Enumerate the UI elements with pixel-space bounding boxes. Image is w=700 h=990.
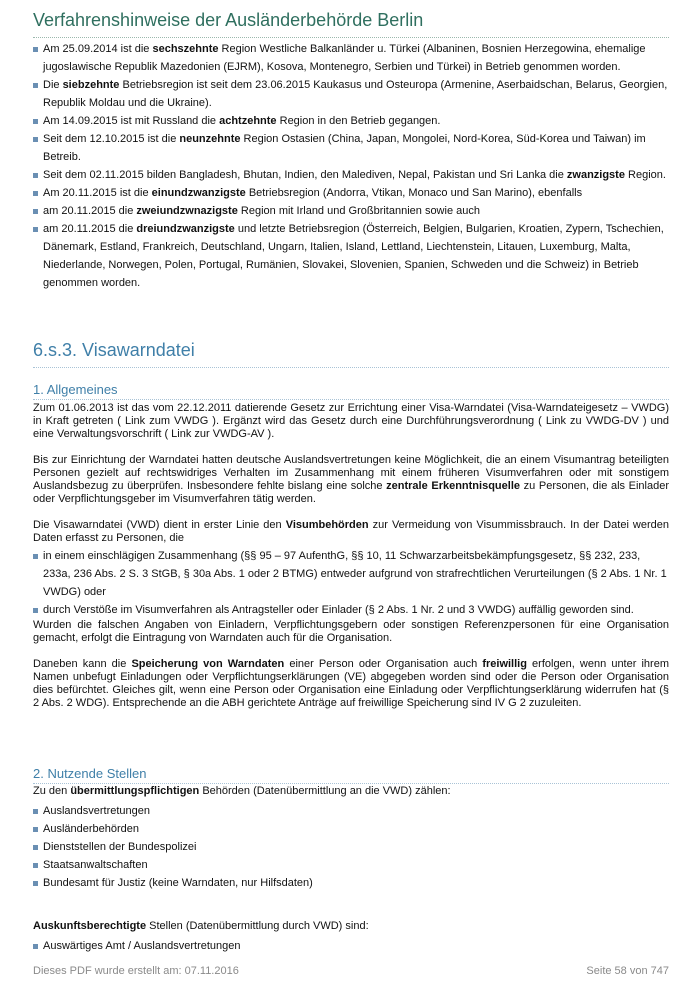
paragraph: Bis zur Einrichtung der Warndatei hatten deutsche Auslandsvertretungen keine Möglichkeit, die an einem Visumantrag beteiligten Personen gezielt auf rechtswidriges Verhalten im Zusammenhang mit einem früheren Visumverfahren oder mit sonstigem Auslandsbezug zu überprüfen. Insbesondere fehlte bislang eine solche zentrale Erkenntnisquelle zu Personen, die als Einlader oder Verpflichtungsgeber im Visumverfahren tätig werden. bbox=[33, 454, 669, 505]
nutzende-body bbox=[33, 785, 669, 955]
list-item: Ausländerbehörden bbox=[33, 820, 669, 838]
list-item: Die siebzehnte Betriebsregion ist seit dem 23.06.2015 Kaukasus und Osteuropa (Armenine, Aserbaidschan, Belarus, Georgien, Republik Moldau und die Ukraine). bbox=[33, 76, 669, 112]
page-footer bbox=[33, 965, 669, 977]
paragraph: Daneben kann die Speicherung von Warndaten einer Person oder Organisation auch freiwillig erfolgen, wenn unter ihrem Namen unbefugt Einladungen oder Verpflichtungserklärungen (VE) abgegeben worden sind oder die Person oder Organisation dies befürchtet. Gleiches gilt, wenn eine Person oder Organisation eine Einladung oder Verpflichtungserklärung widerrufen hat (§ 2 Abs. 2 WDG). Entsprechende an die ABH gerichtete Anträge auf freiwillige Speicherung sind IV G 2 zuzuleiten. bbox=[33, 658, 669, 709]
document-header-title: Verfahrenshinweise der Ausländerbehörde Berlin bbox=[33, 10, 669, 38]
list-item: durch Verstöße im Visumverfahren als Antragsteller oder Einlader (§ 2 Abs. 1 Nr. 2 und 3 VWDG) auffällig geworden sind. bbox=[33, 601, 669, 619]
criteria-list bbox=[33, 547, 669, 619]
list-item: Seit dem 12.10.2015 ist die neunzehnte Region Ostasien (China, Japan, Mongolei, Nord-Korea, Süd-Korea und Taiwan) im Betreib. bbox=[33, 130, 669, 166]
regions-list-block bbox=[33, 40, 669, 292]
paragraph: Zu den übermittlungspflichtigen Behörden (Datenübermittlung an die VWD) zählen: bbox=[33, 785, 451, 797]
list-item: Am 20.11.2015 ist die einundzwanzigste Betriebsregion (Andorra, Vtikan, Monaco und San Marino), ebenfalls bbox=[33, 184, 669, 202]
list-item: in einem einschlägigen Zusammenhang (§§ 95 – 97 AufenthG, §§ 10, 11 Schwarzarbeitsbekämpfungsgesetz, §§ 232, 233, 233a, 236 Abs. 2 S. 3 StGB, § 30a Abs. 1 oder 2 BTMG) entweder aufgrund von strafrechtlichen Verurteilungen (§ 2 Abs. 1 Nr. 1 VWDG) oder bbox=[33, 547, 669, 601]
paragraph: Wurden die falschen Angaben von Einladern, Verpflichtungsgebern oder sonstigen Referenzpersonen für eine Organisation gemacht, erfolgt die Eintragung von Warndaten auch für die Organisation. bbox=[33, 619, 669, 644]
paragraph: Zum 01.06.2013 ist das vom 22.12.2011 datierende Gesetz zur Errichtung einer Visa-Warndatei (Visa-Warndateigesetz – VWDG) in Kraft getreten ( Link zum VWDG ). Ergänzt wird das Gesetz durch eine Durchführungsverordnung ( Link zu VWDG-DV ) und eine Verwaltungsvorschrift ( Link zur VWDG-AV ). bbox=[33, 402, 669, 440]
paragraph: Auskunftsberechtigte Stellen (Datenübermittlung durch VWD) sind: bbox=[33, 920, 369, 932]
footer-page-number: Seite 58 von 747 bbox=[586, 965, 669, 977]
list-item: Seit dem 02.11.2015 bilden Bangladesh, Bhutan, Indien, den Malediven, Nepal, Pakistan und Sri Lanka die zwanzigste Region. bbox=[33, 166, 669, 184]
allgemeines-body bbox=[33, 402, 669, 710]
authorized-agencies-list bbox=[33, 937, 669, 955]
list-item: am 20.11.2015 die zweiundzwnazigste Region mit Irland und Großbritannien sowie auch bbox=[33, 202, 669, 220]
section-title: 6.s.3. Visawarndatei bbox=[33, 340, 669, 368]
list-item: Auslandsvertretungen bbox=[33, 802, 669, 820]
paragraph: Die Visawarndatei (VWD) dient in erster Linie den Visumbehörden zur Vermeidung von Visummissbrauch. In der Datei werden Daten erfasst zu Personen, die bbox=[33, 519, 669, 544]
subsection-heading-allgemeines: 1. Allgemeines bbox=[33, 382, 669, 400]
list-item: Staatsanwaltschaften bbox=[33, 856, 669, 874]
list-item: Am 25.09.2014 ist die sechszehnte Region Westliche Balkanländer u. Türkei (Albaninen, Bosnien Herzegowina, ehemalige jugoslawische Republik Mazedonien (EJRM), Kosova, Montenegro, Serbien und Türkei) in Betrieb genommen worden. bbox=[33, 40, 669, 76]
footer-created-date: Dieses PDF wurde erstellt am: 07.11.2016 bbox=[33, 965, 239, 977]
list-item: am 20.11.2015 die dreiundzwanzigste und letzte Betriebsregion (Österreich, Belgien, Bulgarien, Kroatien, Zypern, Tschechien, Dänemark, Estland, Frankreich, Deutschland, Ungarn, Italien, Island, Lettland, Liechtenstein, Litauen, Luxemburg, Malta, Niederlande, Norwegen, Polen, Portugal, Rumänien, Slovakei, Slovenien, Spanien, Schweden und die Schweiz) in Betrieb genommen worden. bbox=[33, 220, 669, 292]
list-item: Auswärtiges Amt / Auslandsvertretungen bbox=[33, 937, 669, 955]
list-item: Bundesamt für Justiz (keine Warndaten, nur Hilfsdaten) bbox=[33, 874, 669, 892]
list-item: Am 14.09.2015 ist mit Russland die achtzehnte Region in den Betrieb gegangen. bbox=[33, 112, 669, 130]
regions-list bbox=[33, 40, 669, 292]
obligated-authorities-list bbox=[33, 802, 669, 892]
list-item: Dienststellen der Bundespolizei bbox=[33, 838, 669, 856]
subsection-heading-nutzende-stellen: 2. Nutzende Stellen bbox=[33, 766, 669, 784]
